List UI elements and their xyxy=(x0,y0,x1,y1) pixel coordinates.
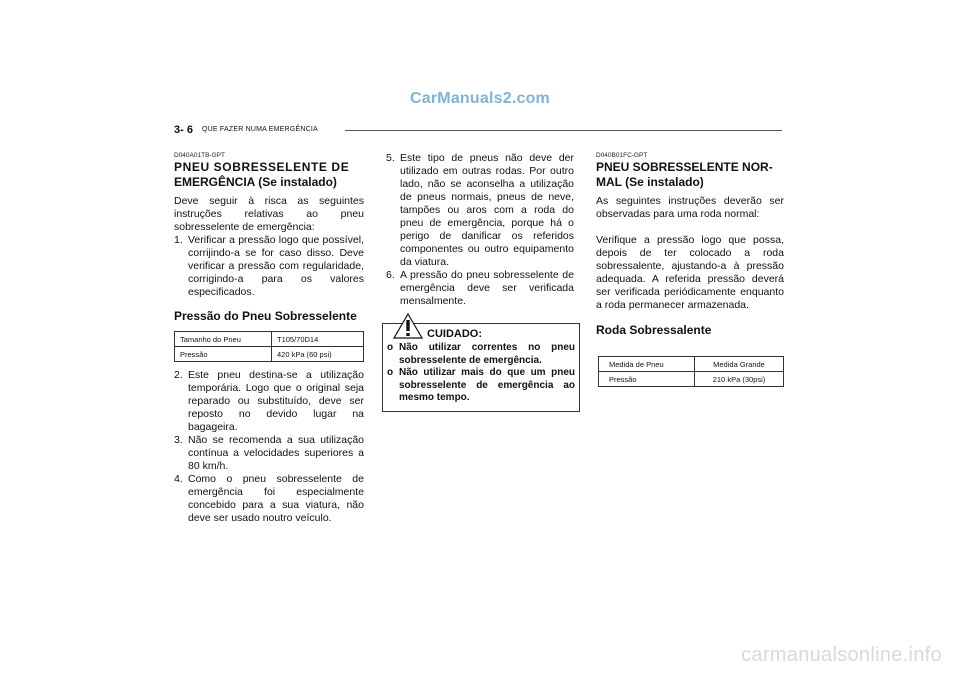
section-code: D040A01TB-GPT xyxy=(174,152,225,159)
table-cell: Medida de Pneu xyxy=(599,357,695,372)
list-text: Este tipo de pneus não deve der utilizado em outras rodas. Por outro lado, não se aconselha a utilização de pneus normais, pneus de neve, tampões ou aros com a roda do pneu de emergência, porque há o perigo de danificar os referidos componentes ou outro equipamento da viatura. xyxy=(400,152,574,268)
heading-line-1: PNEU SOBRESSELENTE DE xyxy=(174,160,350,174)
list-item xyxy=(386,269,574,308)
table-cell: Medida Grande xyxy=(695,357,784,372)
heading-line-2: MAL (Se instalado) xyxy=(596,175,704,189)
intro-paragraph: As seguintes instruções deverão ser observadas para uma roda normal: xyxy=(596,195,784,220)
spec-table-emergency xyxy=(174,331,364,362)
caution-bullet: o xyxy=(387,342,394,353)
list-item xyxy=(174,434,364,473)
section-heading xyxy=(174,160,364,190)
heading-line-2: EMERGÊNCIA (Se instalado) xyxy=(174,175,337,189)
list-number: 2. xyxy=(174,369,183,381)
header-rule xyxy=(345,130,782,131)
caution-item xyxy=(387,342,575,367)
caution-list xyxy=(387,342,575,405)
caution-box xyxy=(382,323,580,412)
table-cell: Tamanho do Pneu xyxy=(175,332,272,347)
caution-item xyxy=(387,367,575,405)
subheading-spare-wheel: Roda Sobressalente xyxy=(596,323,712,337)
section-code: D040B01FC-GPT xyxy=(596,152,648,159)
heading-line-1: PNEU SOBRESSELENTE NOR- xyxy=(596,160,773,174)
spec-table-normal xyxy=(598,356,784,387)
body-paragraph: Verifique a pressão logo que possa, depois de ter colocado a roda sobressalente, ajustando-a à pressão adequada. A referida pressão deverá ser verificada periódicamente enquanto a roda permanecer armazenada. xyxy=(596,234,784,311)
footer-watermark: carmanualsonline.info xyxy=(741,644,942,666)
table-row xyxy=(599,357,784,372)
caution-text: Não utilizar mais do que um pneu sobresselente de emergência ao mesmo tempo. xyxy=(399,367,575,403)
list-text: Este pneu destina-se a utilização temporária. Logo que o original seja reparado ou substituído, deve ser reposto no devido lugar na bagageira. xyxy=(188,369,364,433)
list-number: 3. xyxy=(174,434,183,446)
page-number: 3- 6 xyxy=(174,124,193,136)
table-cell: 210 kPa (30psi) xyxy=(695,372,784,387)
column-emergency-spare-list xyxy=(174,369,364,525)
list-text: Não se recomenda a sua utilização contínua a velocidades superiores a 80 km/h. xyxy=(188,434,364,472)
intro-paragraph: Deve seguir à risca as seguintes instruções relativas ao pneu sobresselente de emergência: xyxy=(174,195,364,233)
column-normal-spare xyxy=(596,152,784,337)
table-row xyxy=(175,332,364,347)
list-item xyxy=(174,473,364,525)
list-number: 6. xyxy=(386,269,395,281)
table-cell: Pressão xyxy=(175,347,272,362)
list-text: Como o pneu sobresselente de emergência foi especialmente concebido para a sua viatura, não deve ser usado noutro veículo. xyxy=(188,473,364,524)
watermark-site-name: CarManuals2.com xyxy=(410,90,550,107)
list-item xyxy=(386,152,574,269)
caution-title: CUIDADO: xyxy=(427,328,482,340)
list-number: 5. xyxy=(386,152,395,164)
list-item xyxy=(174,234,364,299)
section-title: QUE FAZER NUMA EMERGÊNCIA xyxy=(202,126,318,133)
table-row xyxy=(175,347,364,362)
caution-bullet: o xyxy=(387,367,394,378)
column-emergency-spare xyxy=(174,152,364,323)
list-text: A pressão do pneu sobresselente de emergência deve ser verificada mensalmente. xyxy=(400,269,574,307)
table-cell: Pressão xyxy=(599,372,695,387)
warning-icon xyxy=(393,313,423,339)
list-number: 4. xyxy=(174,473,183,485)
list-text: Verificar a pressão logo que possível, corrijindo-a se for caso disso. Deve verificar a pressão com regularidade, corrigindo-a para os valores especificados. xyxy=(188,234,364,298)
subheading-spare-pressure: Pressão do Pneu Sobresselente xyxy=(174,309,357,323)
section-heading xyxy=(596,160,784,190)
list-number: 1. xyxy=(174,234,183,246)
table-cell: 420 kPa (60 psi) xyxy=(272,347,364,362)
caution-text: Não utilizar correntes no pneu sobresselente de emergência. xyxy=(399,342,575,366)
column-continued-list xyxy=(386,152,574,308)
list-item xyxy=(174,369,364,434)
table-cell: T105/70D14 xyxy=(272,332,364,347)
table-row xyxy=(599,372,784,387)
